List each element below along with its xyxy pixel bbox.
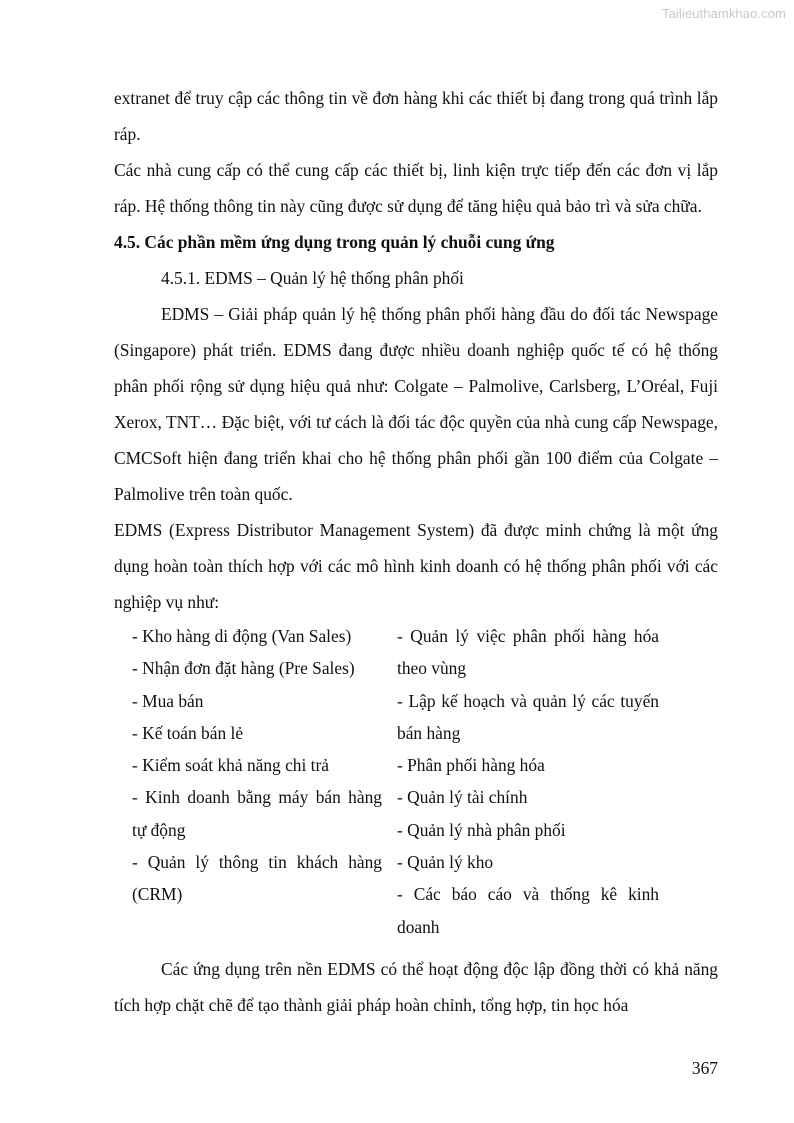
paragraph: Các nhà cung cấp có thể cung cấp các thiết bị, linh kiện trực tiếp đến các đơn vị lắp ráp. Hệ thống thông tin này cũng được sử dụng để tăng hiệu quả bảo trì và sửa chữa. [114, 160, 718, 216]
feature-list-left [132, 620, 382, 943]
list-item: - Nhận đơn đặt hàng (Pre Sales) [132, 658, 355, 679]
paragraph-edms-desc: EDMS (Express Distributor Management System) đã được minh chứng là một ứng dụng hoàn toàn thích hợp với các mô hình kinh doanh có hệ thống phân phối với các nghiệp vụ như: [114, 520, 718, 612]
feature-list-right [397, 620, 659, 943]
section-heading: 4.5. Các phần mềm ứng dụng trong quản lý chuỗi cung ứng [114, 232, 555, 252]
list-item: - Mua bán [132, 690, 204, 711]
paragraph: extranet để truy cập các thông tin về đơn hàng khi các thiết bị đang trong quá trình lắp ráp. [114, 88, 718, 144]
list-item: - Kế toán bán lẻ [132, 722, 244, 743]
page-number: 367 [691, 1058, 718, 1078]
list-item: - Quản lý kho [397, 852, 494, 873]
list-item: - Các báo cáo và thống kê kinh doanh [397, 884, 659, 937]
list-item: - Quản lý nhà phân phối [397, 819, 566, 840]
list-item: - Kiểm soát khả năng chi trả [132, 755, 330, 776]
watermark: Tailieuthamkhao.com [661, 6, 786, 21]
list-item: - Quản lý việc phân phối hàng hóa theo vùng [397, 626, 659, 679]
list-item: - Kinh doanh bằng máy bán hàng tự động [132, 787, 382, 840]
list-item: - Phân phối hàng hóa [397, 755, 545, 776]
paragraph-closing: Các ứng dụng trên nền EDMS có thể hoạt động độc lập đồng thời có khả năng tích hợp chặt chẽ để tạo thành giải pháp hoàn chỉnh, tổng hợp, tin học hóa [114, 958, 718, 1015]
paragraph-intro: EDMS – Giải pháp quản lý hệ thống phân phối hàng đầu do đối tác Newspage (Singapore) phát triển. EDMS đang được nhiều doanh nghiệp quốc tế có hệ thống phân phối rộng sử dụng hiệu quả như: Colgate – Palmolive, Carlsberg, L’Oréal, Fuji Xerox, TNT… Đặc biệt, với tư cách là đối tác độc quyền của nhà cung cấp Newspage, CMCSoft hiện đang triển khai cho hệ thống phân phối gần 100 điểm của Colgate – Palmolive trên toàn quốc. [114, 304, 718, 504]
list-item: - Quản lý thông tin khách hàng (CRM) [132, 852, 382, 905]
subsection-heading: 4.5.1. EDMS – Quản lý hệ thống phân phối [161, 268, 464, 288]
document-body [114, 80, 718, 1023]
list-item: - Kho hàng di động (Van Sales) [132, 626, 352, 646]
feature-columns [132, 620, 659, 943]
list-item: - Lập kế hoạch và quản lý các tuyến bán hàng [397, 690, 659, 743]
list-item: - Quản lý tài chính [397, 787, 528, 808]
